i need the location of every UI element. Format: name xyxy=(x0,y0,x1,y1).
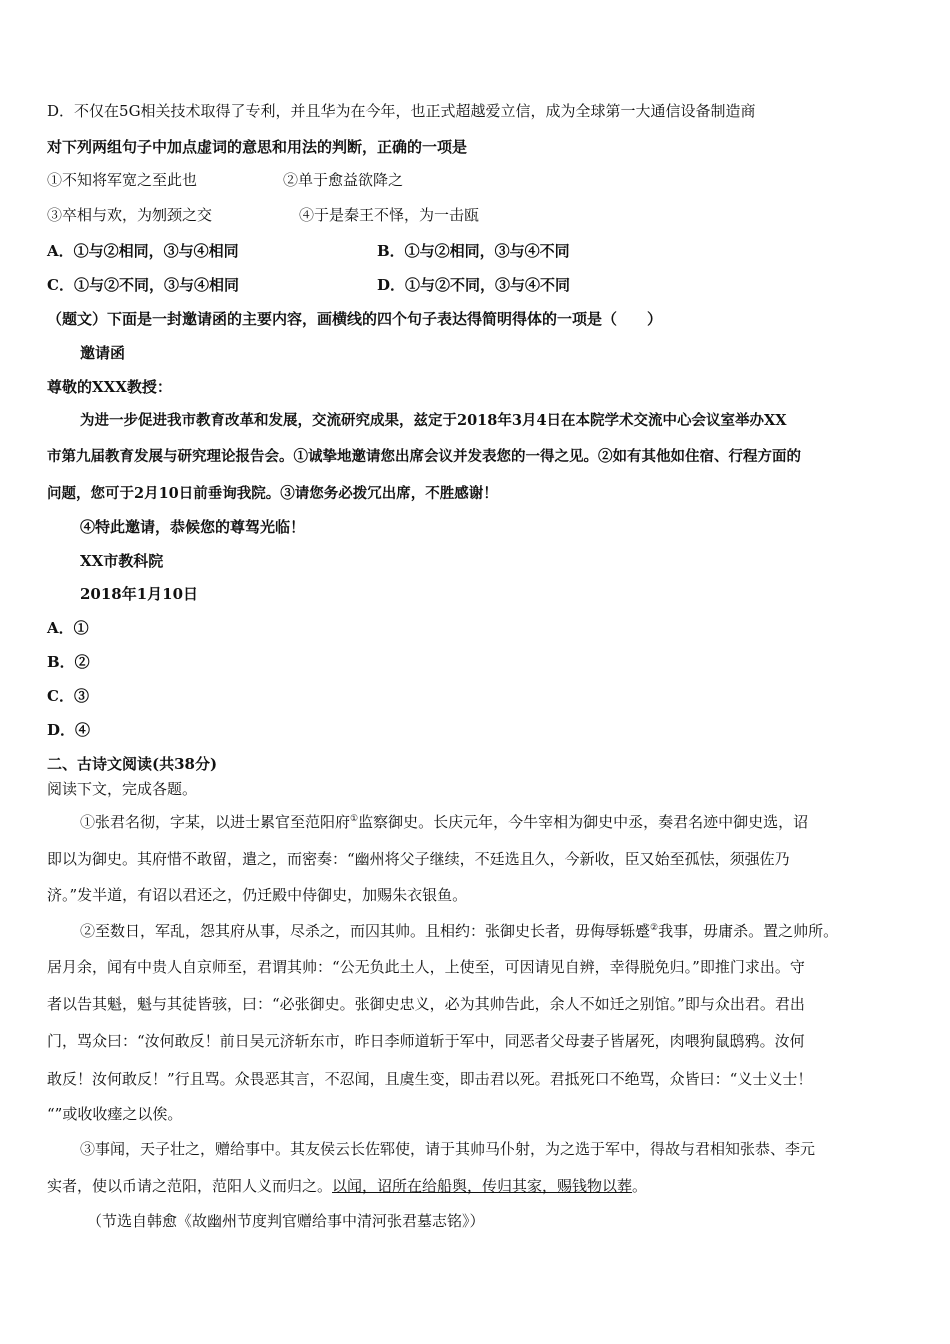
invite-salutation: 尊敬的XXX教授： xyxy=(47,378,172,396)
sentence-4: ④于是秦王不怿，为一击瓯 xyxy=(299,206,480,224)
footnote-marker-2: ② xyxy=(650,923,659,933)
invite-date: 2018年1月10日 xyxy=(80,585,199,603)
sentence-2: ②单于愈益欲降之 xyxy=(283,171,404,189)
sentence-3: ③卒相与欢，为刎颈之交 xyxy=(47,206,213,224)
section-heading: 二、古诗文阅读(共38分) xyxy=(47,755,218,773)
passage-p2-line-1 xyxy=(80,921,910,941)
invite-para-line-1: 为进一步促进我市教育改革和发展，交流研究成果，兹定于2018年3月4日在本院学术交流中心会议室举办XX xyxy=(80,412,787,429)
invite-option-c: C．③ xyxy=(47,687,89,705)
xuci-option-b: B．①与②相同，③与④不同 xyxy=(377,242,570,260)
passage-text: 。 xyxy=(632,1177,648,1195)
passage-text: ①张君名彻，字某，以进士累官至范阳府 xyxy=(80,813,351,831)
passage-text: 监察御史。长庆元年，今牛宰相为御史中丞，奏君名迹中御史选，诏 xyxy=(358,813,809,831)
invite-para-line-2: 市第九届教育发展与研究理论报告会。①诚挚地邀请您出席会议并发表您的一得之见。②如有其他如住宿、行程方面的 xyxy=(47,448,801,465)
passage-p2-line-2: 居月余，闻有中贵人自京师至，君谓其帅：“公无负此土人，上使至，可因请见自辨，幸得脱免归。”即推门求出。守 xyxy=(47,958,805,976)
invite-option-d: D．④ xyxy=(47,721,91,739)
sentence-1: ①不知将军宽之至此也 xyxy=(47,171,198,189)
passage-text: ②至数日，军乱，怨其府从事，尽杀之，而囚其帅。且相约：张御史长者，毋侮辱轹蹙 xyxy=(80,922,651,940)
invite-option-a: A．① xyxy=(47,619,89,637)
question-xuci-stem: 对下列两组句子中加点虚词的意思和用法的判断，正确的一项是 xyxy=(47,138,468,156)
passage-text: 实者，使以币请之范阳，范阳人义而归之。 xyxy=(47,1177,333,1195)
invite-para-line-3: 问题，您可于2月10日前垂询我院。③请您务必拨冗出席，不胜感谢！ xyxy=(47,485,498,502)
prev-option-d: D．不仅在5G相关技术取得了专利，并且华为在今年，也正式超越爱立信，成为全球第一大通信设备制造商 xyxy=(47,102,756,120)
passage-text: 我事，毋庸杀。置之帅所。 xyxy=(658,922,839,940)
passage-p3-line-1: ③事闻，天子壮之，赠给事中。其友侯云长佐郓使，请于其帅马仆射，为之选于军中，得故与君相知张恭、李元 xyxy=(80,1140,816,1158)
invite-option-b: B．② xyxy=(47,653,90,671)
passage-p2-line-4: 门，骂众曰：“汝何敢反！前日吴元济斩东市，昨日李师道斩于军中，同恶者父母妻子皆屠死，肉喂狗鼠鸱鸦。汝何 xyxy=(47,1032,805,1050)
passage-p1-line-1 xyxy=(80,812,910,832)
passage-p2-line-3: 者以告其魁，魁与其徒皆骇，曰：“必张御史。张御史忠义，必为其帅告此，余人不如迁之别馆。”即与众出君。君出 xyxy=(47,995,805,1013)
passage-p2-line-5: 敢反！汝何敢反！”行且骂。众畏恶其言，不忍闻，且虞生变，即击君以死。君抵死口不绝骂，众皆曰：“义士义士！ xyxy=(47,1070,813,1088)
passage-p1-line-2: 即以为御史。其府惜不敢留，遣之，而密奏：“幽州将父子继续，不廷选且久，今新收，臣又始至孤怯，须强佐乃 xyxy=(47,850,790,868)
invite-closing: ④特此邀请，恭候您的尊驾光临！ xyxy=(80,518,306,536)
xuci-option-a: A．①与②相同，③与④相同 xyxy=(47,242,239,260)
invite-title: 邀请函 xyxy=(80,344,126,362)
passage-p1-line-3: 济。”发半道，有诏以君还之，仍迁殿中侍御史，加赐朱衣银鱼。 xyxy=(47,886,468,904)
footnote-marker-1: ① xyxy=(350,814,359,824)
invite-signature: XX市教科院 xyxy=(80,552,164,570)
xuci-option-d: D．①与②不同，③与④不同 xyxy=(377,276,571,294)
question-invite-stem: （题文）下面是一封邀请函的主要内容，画横线的四个句子表达得简明得体的一项是（ ） xyxy=(47,310,663,328)
underlined-sentence: 以闻，诏所在给船舆，传归其家，赐钱物以葬 xyxy=(332,1177,633,1195)
passage-p2-line-6: “”或收收瘗之以俟。 xyxy=(47,1105,183,1123)
xuci-option-c: C．①与②不同，③与④相同 xyxy=(47,276,239,294)
passage-p3-line-2 xyxy=(47,1176,910,1196)
passage-source: （节选自韩愈《故幽州节度判官赠给事中清河张君墓志铭》） xyxy=(87,1212,485,1230)
section-instruction: 阅读下文，完成各题。 xyxy=(47,780,198,798)
